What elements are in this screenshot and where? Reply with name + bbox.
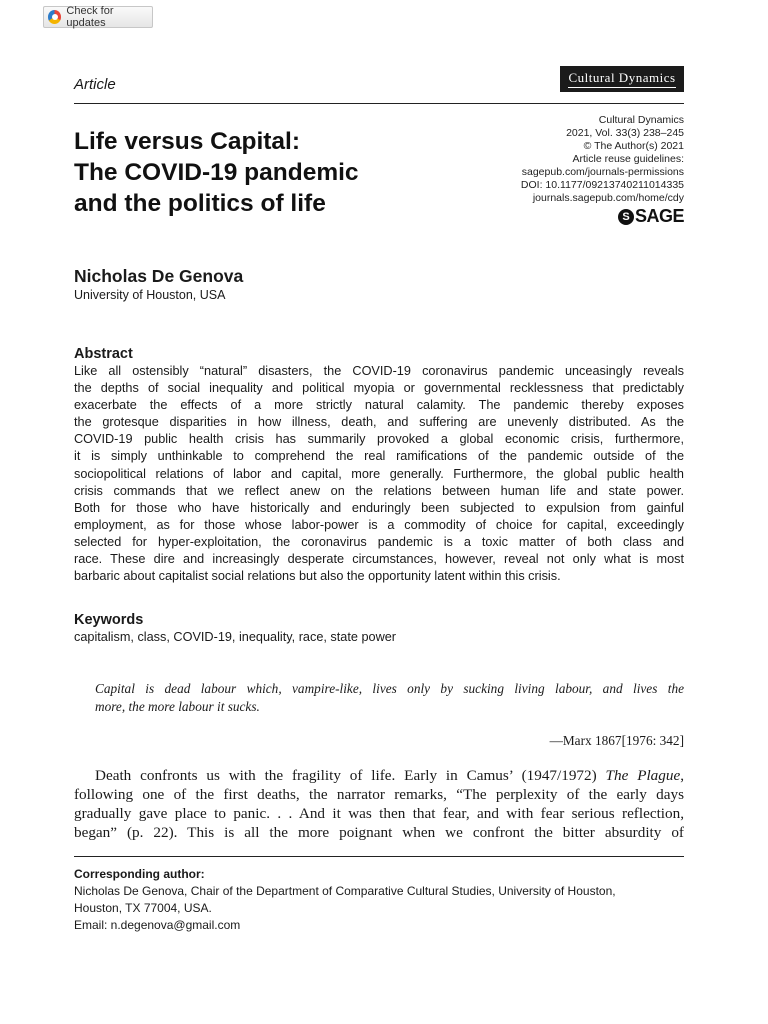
abstract-heading: Abstract <box>74 346 133 362</box>
title-line: and the politics of life <box>74 190 326 217</box>
crossmark-icon <box>48 10 61 24</box>
abstract-text <box>74 363 684 585</box>
body-line: began” (p. 22). This is all the more poignant when we confront the bitter absurdity of <box>74 824 684 841</box>
journal-badge-label: Cultural Dynamics <box>568 70 675 88</box>
header-divider <box>74 103 684 104</box>
journal-badge <box>560 66 684 92</box>
footnote-divider <box>74 856 684 857</box>
body-line-punct: , <box>680 767 685 784</box>
article-title <box>74 126 454 219</box>
check-for-updates-label: Check for updates <box>66 5 114 29</box>
author-affiliation: University of Houston, USA <box>74 288 226 302</box>
body-line <box>74 766 684 785</box>
epigraph-citation: —Marx 1867[1976: 342] <box>549 733 684 748</box>
abstract-line: the grotesque disparities in how illness, death, and suffering are unevenly distributed. As the <box>74 415 684 430</box>
check-for-updates-button[interactable] <box>43 6 153 28</box>
epigraph-quote <box>95 680 684 716</box>
abstract-line: barbaric about capitalist social relations but also the opportunity latent within this crisis. <box>74 569 561 584</box>
doi[interactable]: DOI: 10.1177/09213740211014335 <box>520 179 684 191</box>
keywords-heading: Keywords <box>74 612 144 628</box>
abstract-line: employment, as for those whose labor-power is a commodity of choice for capital, exceedingly <box>74 517 684 532</box>
abstract-line: exacerbate the effects of a more strictly natural calamity. The pandemic thereby exposes <box>74 398 684 413</box>
author-name: Nicholas De Genova <box>74 266 244 286</box>
epigraph-line: more, the more labour it sucks. <box>95 699 260 714</box>
epigraph-line: Capital is dead labour which, vampire-like, lives only by sucking living labour, and lives the <box>95 681 684 696</box>
abstract-line: Both for those who have historically and enduringly been subjected to expulsion from gainful <box>74 500 684 515</box>
publisher-logo <box>618 206 684 227</box>
corresponding-author <box>74 866 616 934</box>
body-paragraph <box>74 766 684 842</box>
title-line: The COVID-19 pandemic <box>74 159 359 186</box>
abstract-line: Like all ostensibly “natural” disasters, the COVID-19 coronavirus pandemic unceasingly reveals <box>74 364 684 378</box>
abstract-line: it is simply unthinkable to comprehend the real ramifications of the pandemic outside of the <box>74 449 684 464</box>
title-line: Life versus Capital: <box>74 128 301 155</box>
reuse-label: Article reuse guidelines: <box>572 153 684 165</box>
publication-metadata <box>521 114 684 205</box>
corresponding-author-line: Nicholas De Genova, Chair of the Department of Comparative Cultural Studies, University of Houston, <box>74 884 616 898</box>
abstract-line: sociopolitical relations of labor and capital, more generally. Furthermore, the global public health <box>74 466 684 481</box>
abstract-line: selected for hyper-exploitation, the coronavirus pandemic is a toxic matter of both class and <box>74 534 684 549</box>
body-line-text: Death confronts us with the fragility of life. Early in Camus’ (1947/1972) <box>95 767 597 784</box>
corresponding-author-email[interactable]: Email: n.degenova@gmail.com <box>74 918 241 932</box>
body-line: gradually gave place to panic. . . And it was then that fear, and with fear serious reflection, <box>74 805 684 822</box>
corresponding-author-heading: Corresponding author: <box>74 867 205 881</box>
abstract-line: crisis commands that we reflect anew on the relations between human life and state power. <box>74 483 684 498</box>
book-title: The Plague <box>605 767 681 784</box>
volume-info: 2021, Vol. 33(3) 238–245 <box>566 127 684 139</box>
journal-home-link[interactable]: journals.sagepub.com/home/cdy <box>532 192 684 204</box>
permissions-link[interactable]: sagepub.com/journals-permissions <box>521 166 684 178</box>
abstract-line: race. These dire and increasingly desperate circumstances, however, reveal not only what is most <box>74 552 684 567</box>
body-line: following one of the first deaths, the narrator remarks, “The perplexity of the early days <box>74 786 684 803</box>
abstract-line: the depths of social inequality and political myopia or governmental recklessness that predictably <box>74 381 684 396</box>
abstract-line: COVID-19 public health crisis has summarily provoked a global economic crisis, furthermore, <box>74 432 684 447</box>
keywords-list: capitalism, class, COVID-19, inequality, race, state power <box>74 630 397 644</box>
copyright: © The Author(s) 2021 <box>583 140 684 152</box>
sage-logo-icon: S <box>618 209 634 225</box>
article-type-label: Article <box>74 76 116 93</box>
publisher-name: SAGE <box>634 206 684 226</box>
corresponding-author-line: Houston, TX 77004, USA. <box>74 901 212 915</box>
journal-name: Cultural Dynamics <box>598 114 684 126</box>
